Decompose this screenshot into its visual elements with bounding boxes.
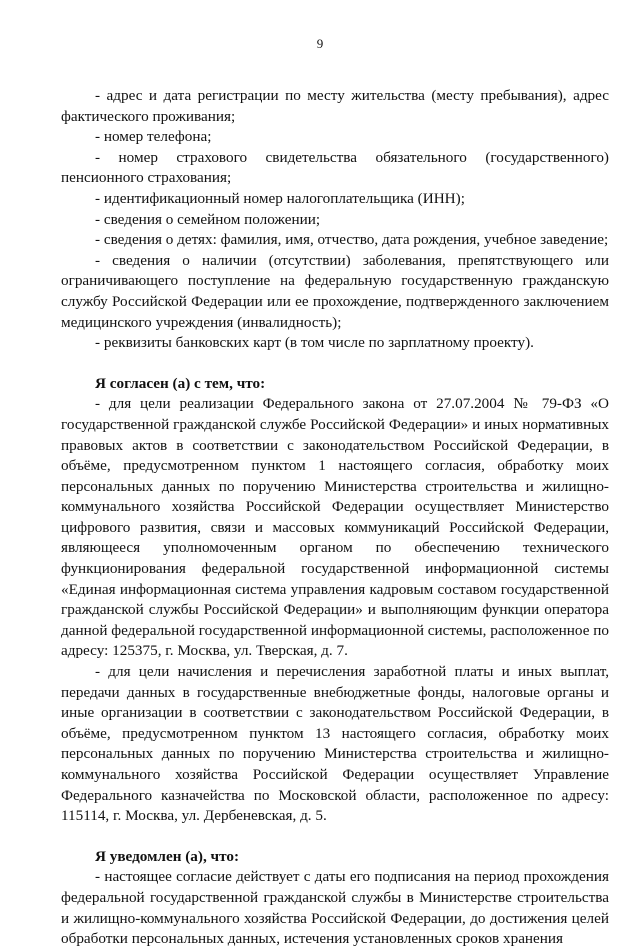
section-heading-notified: Я уведомлен (а), что: xyxy=(95,847,240,865)
agree-paragraph-1: - для цели реализации Федерального закона от 27.07.2004 № 79-ФЗ «О государственной гражданской службе Российской Федерации» и иных нормативных правовых актов в соответствии с законодательством Российской Федерации, в объёме, предусмотренном пунктом 1 настоящего согласия, обработку моих персональных данных по поручению Министерства строительства и жилищно-коммунального хозяйства Российской Федерации осуществляет Министерство цифрового развития, связи и массовых коммуникаций Российской Федерации, являющееся уполномоченным органом по обеспечению технического функционирования федеральной государственной информационной системы «Единая информационная система управления кадровым составом государственной гражданской службы Российской Федерации» и выполняющим функции оператора данной федеральной государственной информационной системы, расположенное по адресу: 125375, г. Москва, ул. Тверская, д. 7. xyxy=(61,395,609,660)
section-heading-agree: Я согласен (а) с тем, что: xyxy=(95,374,266,392)
page-number: 9 xyxy=(316,36,324,51)
agree-paragraph-2: - для цели начисления и перечисления заработной платы и иных выплат, передачи данных в государственные внебюджетные фонды, налоговые органы и иные организации в соответствии с законодательством Российской Федерации, в объёме, предусмотренном пунктом 13 настоящего согласия, обработку моих персональных данных по поручению Министерства строительства и жилищно-коммунального хозяйства Российской Федерации осуществляет Управление Федерального казначейства по Московской области, расположенное по адресу: 115114, г. Москва, ул. Дербеневская, д. 5. xyxy=(61,663,609,825)
notified-paragraph-1: - настоящее согласие действует с даты его подписания на период прохождения федеральной государственной гражданской службы в Министерстве строительства и жилищно-коммунального хозяйства Российской Федерации, до достижения целей обработки персональных данных, истечения установленных сроков хранения xyxy=(61,868,609,948)
list-item-marital-status: - сведения о семейном положении; xyxy=(95,210,321,228)
list-item-children: - сведения о детях: фамилия, имя, отчество, дата рождения, учебное заведение; xyxy=(95,231,609,249)
section-spacer xyxy=(61,354,609,374)
list-item-inn: - идентификационный номер налогоплательщика (ИНН); xyxy=(95,189,465,207)
list-item-disability: - сведения о наличии (отсутствии) заболевания, препятствующего или ограничивающего поступление на федеральную государственную гражданскую службу Российской Федерации или ее прохождение, подтвержденного заключением медицинского учреждения (инвалидность); xyxy=(61,251,609,331)
list-item-pension-certificate: - номер страхового свидетельства обязательного (государственного) пенсионного страхования; xyxy=(61,148,609,187)
list-item-bank-cards: - реквизиты банковских карт (в том числе по зарплатному проекту). xyxy=(95,334,534,352)
list-item-phone: - номер телефона; xyxy=(95,128,212,146)
document-body xyxy=(61,86,609,950)
section-spacer xyxy=(61,827,609,847)
list-item-address: - адрес и дата регистрации по месту жительства (месту пребывания), адрес фактического проживания; xyxy=(61,87,609,125)
